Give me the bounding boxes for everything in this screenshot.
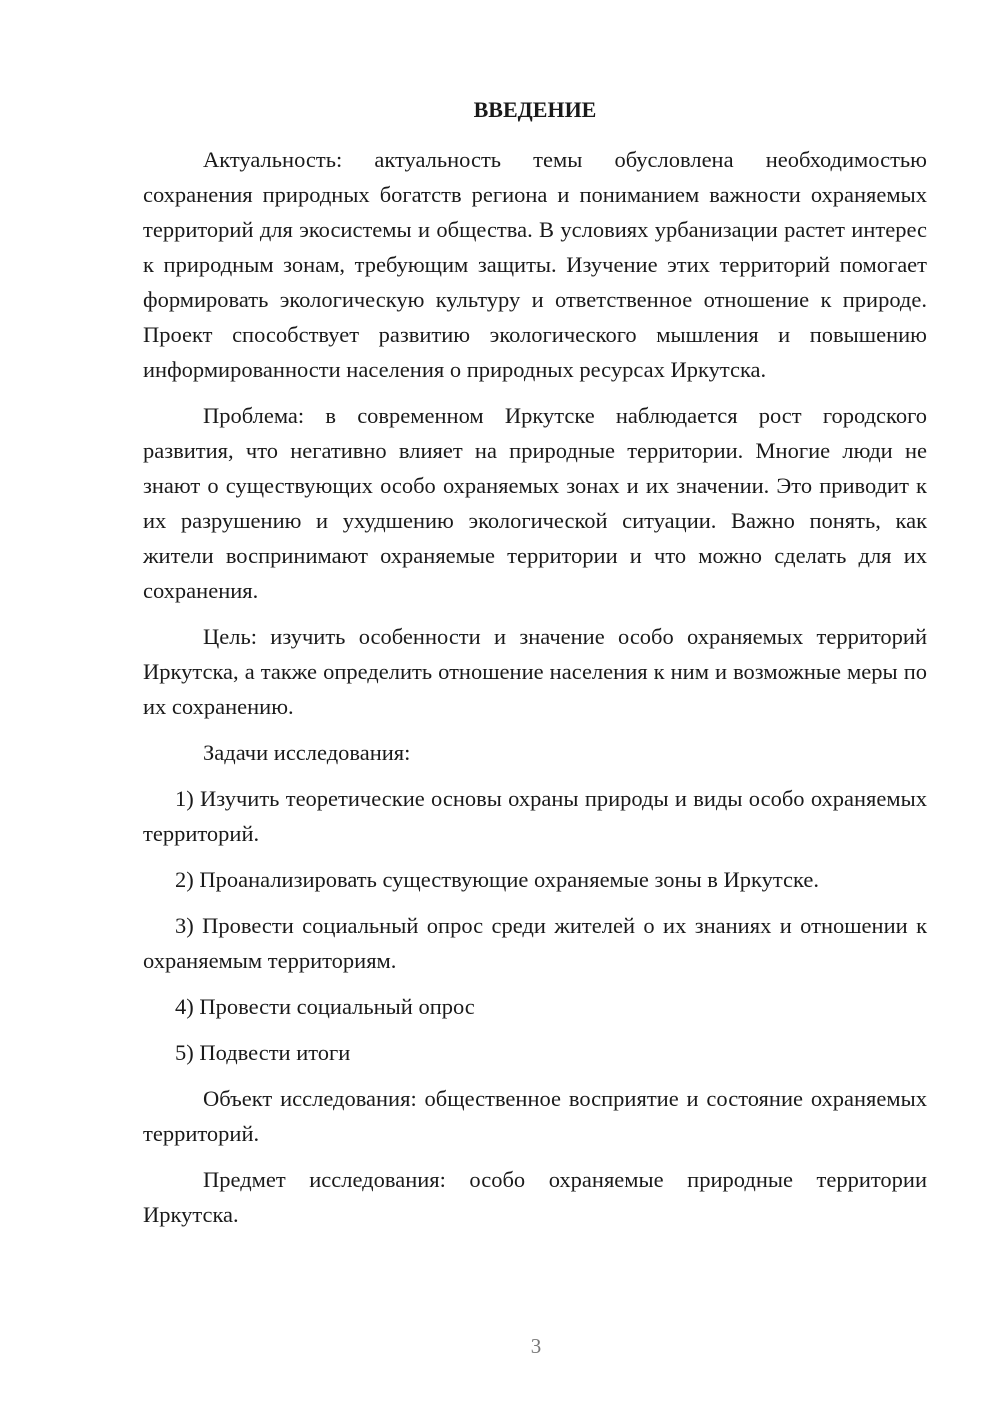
- subject-paragraph: Предмет исследования: особо охраняемые природные территории Иркутска.: [143, 1167, 927, 1227]
- task-item: 5) Подвести итоги: [175, 1040, 351, 1065]
- goal-paragraph: Цель: изучить особенности и значение особо охраняемых территорий Иркутска, а также определить отношение населения к ним и возможные меры по их сохранению.: [143, 624, 927, 719]
- section-heading: ВВЕДЕНИЕ: [473, 97, 597, 122]
- tasks-heading: Задачи исследования:: [203, 740, 411, 765]
- object-paragraph: Объект исследования: общественное восприятие и состояние охраняемых территорий.: [143, 1086, 927, 1146]
- task-item: 1) Изучить теоретические основы охраны природы и виды особо охраняемых территорий.: [143, 786, 927, 846]
- relevance-paragraph: Актуальность: актуальность темы обусловлена необходимостью сохранения природных богатств региона и пониманием важности охраняемых территорий для экосистемы и общества. В условиях урбанизации растет интерес к природным зонам, требующим защиты. Изучение этих территорий помогает формировать экологическую культуру и ответственное отношение к природе. Проект способствует развитию экологического мышления и повышению информированности населения о природных ресурсах Иркутска.: [143, 147, 927, 382]
- task-item: 4) Провести социальный опрос: [175, 994, 475, 1019]
- task-item: 3) Провести социальный опрос среди жителей о их знаниях и отношении к охраняемым территориям.: [143, 913, 927, 973]
- task-item: 2) Проанализировать существующие охраняемые зоны в Иркутске.: [175, 867, 819, 892]
- page-number: 3: [530, 1334, 542, 1358]
- problem-paragraph: Проблема: в современном Иркутске наблюдается рост городского развития, что негативно влияет на природные территории. Многие люди не знают о существующих особо охраняемых зонах и их значении. Это приводит к их разрушению и ухудшению экологической ситуации. Важно понять, как жители воспринимают охраняемые территории и что можно сделать для их сохранения.: [143, 403, 927, 603]
- document-page: [143, 92, 927, 1243]
